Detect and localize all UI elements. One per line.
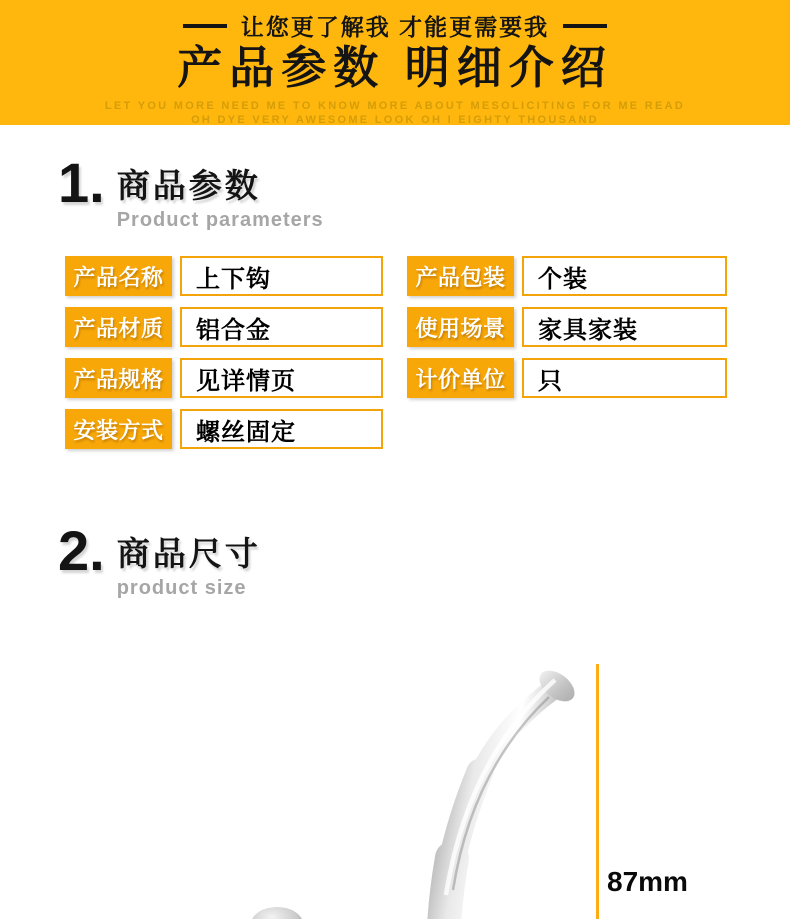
parameters-table	[65, 256, 727, 449]
section2-heading	[58, 519, 261, 600]
section1-heading	[58, 151, 324, 232]
section1-subtitle: Product parameters	[116, 209, 324, 231]
param-label: 产品包装	[407, 256, 514, 296]
param-row-specification	[65, 358, 383, 398]
param-row-usage-scene	[407, 307, 727, 347]
banner-subtitle-line1: LET YOU MORE NEED ME TO KNOW MORE ABOUT MESOLICITING FOR ME READ	[104, 100, 686, 112]
top-banner	[0, 0, 790, 125]
param-label: 计价单位	[407, 358, 514, 398]
param-value: 上下钩	[180, 256, 383, 296]
banner-subtitle-line2: OH DYE VERY AWESOME LOOK OH I EIGHTY THOUSAND	[191, 114, 599, 127]
section1-title: 商品参数	[116, 167, 261, 204]
banner-title: 产品参数 明细介绍	[177, 42, 613, 93]
section2-number: 2.	[58, 519, 105, 582]
param-value: 螺丝固定	[180, 409, 383, 449]
section2-titles	[117, 524, 261, 600]
param-value: 铝合金	[180, 307, 383, 347]
param-label: 产品材质	[65, 307, 172, 347]
param-row-packaging	[407, 256, 727, 296]
dimension-line	[596, 664, 599, 919]
param-label: 安装方式	[65, 409, 172, 449]
tagline-right-dash	[563, 24, 607, 28]
param-row-installation	[65, 409, 383, 449]
parameters-column-left	[65, 256, 383, 449]
banner-tagline	[169, 9, 621, 42]
param-row-material	[65, 307, 383, 347]
param-label: 产品规格	[65, 358, 172, 398]
param-row-product-name	[65, 256, 383, 296]
section2-title: 商品尺寸	[116, 535, 261, 572]
section1-titles	[117, 156, 324, 232]
param-row-pricing-unit	[407, 358, 727, 398]
section2-subtitle: product size	[116, 577, 247, 599]
param-value: 家具家装	[522, 307, 727, 347]
section1-number: 1.	[58, 151, 105, 214]
param-value: 只	[522, 358, 727, 398]
param-value: 个装	[522, 256, 727, 296]
param-value: 见详情页	[180, 358, 383, 398]
tagline-text: 让您更了解我 才能更需要我	[240, 14, 550, 40]
dimension-label: 87mm	[607, 866, 688, 897]
tagline-left-dash	[183, 24, 227, 28]
param-label: 产品名称	[65, 256, 172, 296]
param-label: 使用场景	[407, 307, 514, 347]
parameters-column-right	[407, 256, 727, 449]
